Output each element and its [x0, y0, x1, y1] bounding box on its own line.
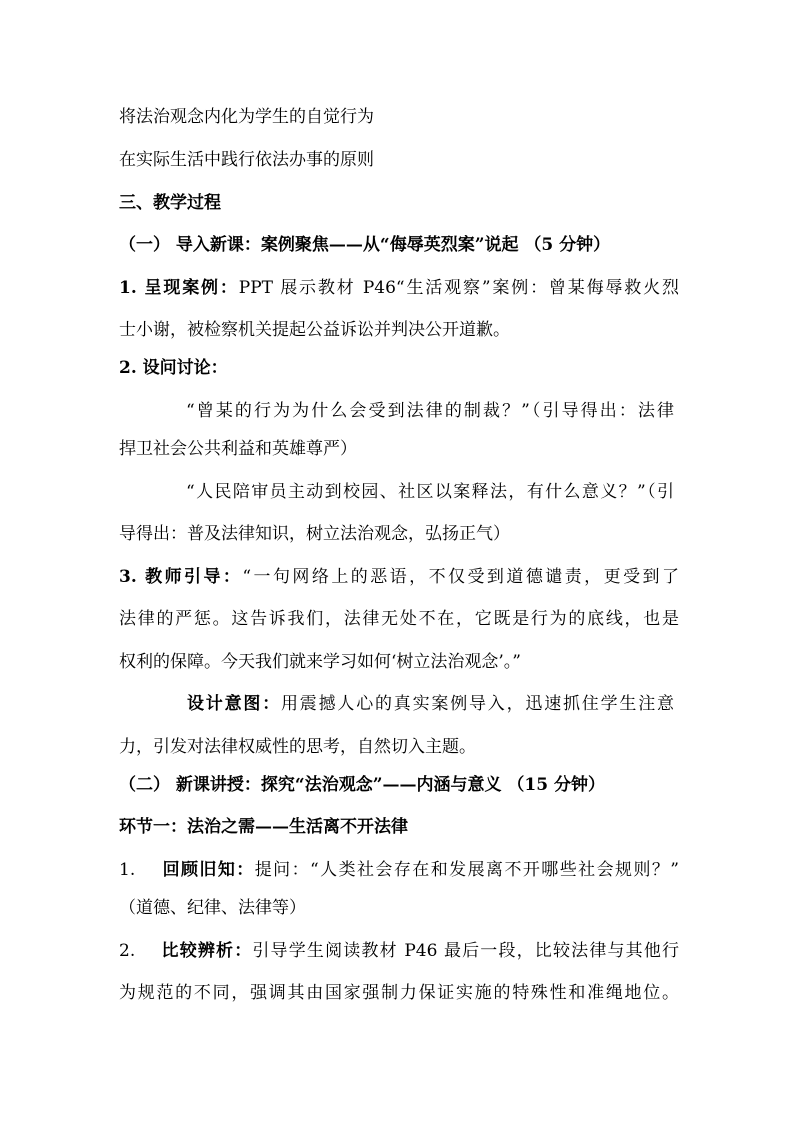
teacher-guide-line-1	[119, 565, 679, 589]
subsection-heading-new-lesson: （二） 新课讲授：探究“法治观念”——内涵与意义 （15 分钟）	[119, 775, 605, 795]
objective-line-2: 在实际生活中践行依法办事的原则	[119, 150, 374, 170]
compare-line-2: 为规范的不同，强调其由国家强制力保证实施的特殊性和准绳地位。	[119, 983, 679, 1003]
review-label: 回顾旧知：	[162, 860, 255, 880]
discussion-question-2-line-2: 导得出：普及法律知识，树立法治观念，弘扬正气）	[119, 524, 510, 544]
compare-label: 比较辨析：	[161, 941, 253, 961]
review-line-1	[119, 858, 679, 882]
discussion-label: 2. 设问讨论：	[119, 358, 228, 378]
objective-line-1: 将法治观念内化为学生的自觉行为	[119, 107, 374, 127]
paragraph-case-line-1	[119, 276, 679, 300]
compare-number: 2.	[119, 941, 136, 961]
design-intent-text: 用震撼人心的真实案例导入，迅速抓住学生注意	[281, 694, 674, 714]
discussion-question-2-line-1: “人民陪审员主动到校园、社区以案释法，有什么意义？”（引	[186, 482, 674, 502]
teacher-guide-text: “一句网络上的恶语，不仅受到道德谴责，更受到了	[242, 567, 679, 587]
compare-text: 引导学生阅读教材 P46 最后一段，比较法律与其他行	[252, 941, 679, 961]
design-intent-line-1	[187, 692, 674, 716]
review-number: 1.	[119, 860, 136, 880]
design-intent-line-2: 力，引发对法律权威性的思考，自然切入主题。	[119, 737, 476, 757]
teacher-guide-label: 3. 教师引导：	[119, 567, 243, 587]
design-intent-label: 设计意图：	[187, 694, 281, 714]
section-heading-teaching-process: 三、教学过程	[119, 193, 221, 213]
compare-line-1	[119, 939, 679, 963]
review-text: 提问：“人类社会存在和发展离不开哪些社会规则？”	[254, 860, 679, 880]
teacher-guide-line-3: 权利的保障。今天我们就来学习如何‘树立法治观念’。”	[119, 652, 521, 672]
case-text: PPT 展示教材 P46“生活观察”案例：曾某侮辱救火烈	[238, 278, 679, 298]
review-line-2: （道德、纪律、法律等）	[119, 898, 306, 918]
paragraph-case-line-2: 士小谢，被检察机关提起公益诉讼并判决公开道歉。	[119, 320, 510, 340]
subsection-heading-intro: （一） 导入新课：案例聚焦——从“侮辱英烈案”说起 （5 分钟）	[119, 235, 611, 255]
discussion-question-1-line-1: “曾某的行为为什么会受到法律的制裁？”（引导得出：法律	[186, 401, 674, 421]
segment-heading-1: 环节一：法治之需——生活离不开法律	[119, 817, 408, 837]
discussion-question-1-line-2: 捍卫社会公共利益和英雄尊严）	[119, 439, 357, 459]
teacher-guide-line-2: 法律的严惩。这告诉我们，法律无处不在，它既是行为的底线，也是	[119, 609, 679, 629]
case-label: 1. 呈现案例：	[119, 278, 239, 298]
